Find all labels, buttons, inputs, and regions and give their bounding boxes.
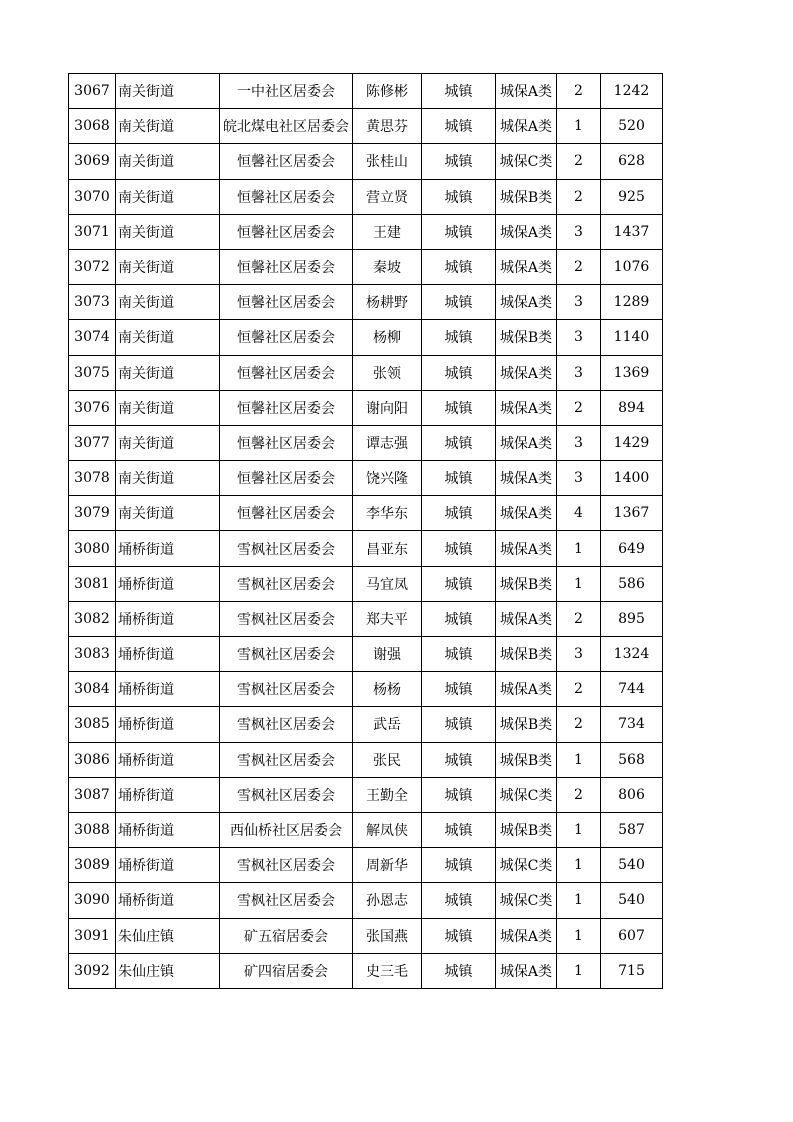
person-name-cell: 张国燕 — [353, 918, 422, 953]
committee-cell: 恒馨社区居委会 — [220, 285, 353, 320]
area-type-cell: 城镇 — [422, 918, 496, 953]
committee-cell: 恒馨社区居委会 — [220, 320, 353, 355]
amount-cell: 1437 — [601, 214, 663, 249]
household-count-cell: 2 — [557, 601, 601, 636]
committee-cell: 西仙桥社区居委会 — [220, 812, 353, 847]
record-id-cell: 3078 — [69, 461, 116, 496]
amount-cell: 806 — [601, 777, 663, 812]
table-row — [69, 883, 663, 918]
committee-cell: 恒馨社区居委会 — [220, 425, 353, 460]
amount-cell: 894 — [601, 390, 663, 425]
committee-cell: 雪枫社区居委会 — [220, 883, 353, 918]
insurance-category-cell: 城保C类 — [496, 883, 557, 918]
record-id-cell: 3070 — [69, 179, 116, 214]
street-cell: 埇桥街道 — [116, 742, 220, 777]
amount-cell: 1429 — [601, 425, 663, 460]
person-name-cell: 谢向阳 — [353, 390, 422, 425]
insurance-category-cell: 城保B类 — [496, 637, 557, 672]
person-name-cell: 昌亚东 — [353, 531, 422, 566]
table-row — [69, 74, 663, 109]
household-count-cell: 1 — [557, 848, 601, 883]
area-type-cell: 城镇 — [422, 390, 496, 425]
amount-cell: 1324 — [601, 637, 663, 672]
household-count-cell: 1 — [557, 742, 601, 777]
street-cell: 埇桥街道 — [116, 601, 220, 636]
insurance-category-cell: 城保C类 — [496, 777, 557, 812]
committee-cell: 恒馨社区居委会 — [220, 144, 353, 179]
record-id-cell: 3068 — [69, 109, 116, 144]
amount-cell: 715 — [601, 953, 663, 988]
amount-cell: 1369 — [601, 355, 663, 390]
amount-cell: 1076 — [601, 249, 663, 284]
committee-cell: 雪枫社区居委会 — [220, 672, 353, 707]
household-count-cell: 4 — [557, 496, 601, 531]
amount-cell: 568 — [601, 742, 663, 777]
record-id-cell: 3091 — [69, 918, 116, 953]
insurance-category-cell: 城保A类 — [496, 109, 557, 144]
household-count-cell: 3 — [557, 637, 601, 672]
household-count-cell: 1 — [557, 812, 601, 847]
committee-cell: 恒馨社区居委会 — [220, 355, 353, 390]
amount-cell: 1400 — [601, 461, 663, 496]
insurance-category-cell: 城保B类 — [496, 707, 557, 742]
household-count-cell: 2 — [557, 179, 601, 214]
committee-cell: 恒馨社区居委会 — [220, 390, 353, 425]
table-row — [69, 355, 663, 390]
table-row — [69, 601, 663, 636]
committee-cell: 雪枫社区居委会 — [220, 777, 353, 812]
committee-cell: 恒馨社区居委会 — [220, 214, 353, 249]
street-cell: 南关街道 — [116, 285, 220, 320]
street-cell: 南关街道 — [116, 355, 220, 390]
person-name-cell: 秦坡 — [353, 249, 422, 284]
amount-cell: 540 — [601, 848, 663, 883]
area-type-cell: 城镇 — [422, 531, 496, 566]
record-id-cell: 3090 — [69, 883, 116, 918]
area-type-cell: 城镇 — [422, 355, 496, 390]
household-count-cell: 3 — [557, 461, 601, 496]
record-id-cell: 3084 — [69, 672, 116, 707]
area-type-cell: 城镇 — [422, 883, 496, 918]
committee-cell: 雪枫社区居委会 — [220, 566, 353, 601]
street-cell: 埇桥街道 — [116, 707, 220, 742]
street-cell: 南关街道 — [116, 144, 220, 179]
record-id-cell: 3087 — [69, 777, 116, 812]
record-id-cell: 3086 — [69, 742, 116, 777]
street-cell: 南关街道 — [116, 214, 220, 249]
area-type-cell: 城镇 — [422, 425, 496, 460]
record-id-cell: 3072 — [69, 249, 116, 284]
household-count-cell: 3 — [557, 214, 601, 249]
amount-cell: 1289 — [601, 285, 663, 320]
area-type-cell: 城镇 — [422, 179, 496, 214]
household-count-cell: 3 — [557, 320, 601, 355]
amount-cell: 1242 — [601, 74, 663, 109]
area-type-cell: 城镇 — [422, 637, 496, 672]
area-type-cell: 城镇 — [422, 707, 496, 742]
insurance-category-cell: 城保A类 — [496, 918, 557, 953]
person-name-cell: 杨耕野 — [353, 285, 422, 320]
insurance-category-cell: 城保B类 — [496, 742, 557, 777]
street-cell: 埇桥街道 — [116, 812, 220, 847]
committee-cell: 恒馨社区居委会 — [220, 249, 353, 284]
record-id-cell: 3080 — [69, 531, 116, 566]
amount-cell: 649 — [601, 531, 663, 566]
amount-cell: 734 — [601, 707, 663, 742]
table-row — [69, 214, 663, 249]
insurance-category-cell: 城保A类 — [496, 531, 557, 566]
household-count-cell: 2 — [557, 707, 601, 742]
committee-cell: 雪枫社区居委会 — [220, 742, 353, 777]
committee-cell: 恒馨社区居委会 — [220, 461, 353, 496]
table-row — [69, 777, 663, 812]
insurance-category-cell: 城保B类 — [496, 812, 557, 847]
table-row — [69, 742, 663, 777]
insurance-category-cell: 城保A类 — [496, 249, 557, 284]
area-type-cell: 城镇 — [422, 601, 496, 636]
record-id-cell: 3079 — [69, 496, 116, 531]
table-row — [69, 390, 663, 425]
table-row — [69, 249, 663, 284]
area-type-cell: 城镇 — [422, 672, 496, 707]
records-table-body — [69, 74, 663, 989]
household-count-cell: 2 — [557, 390, 601, 425]
record-id-cell: 3089 — [69, 848, 116, 883]
household-count-cell: 1 — [557, 953, 601, 988]
record-id-cell: 3073 — [69, 285, 116, 320]
table-row — [69, 812, 663, 847]
person-name-cell: 张桂山 — [353, 144, 422, 179]
table-row — [69, 848, 663, 883]
household-count-cell: 3 — [557, 355, 601, 390]
street-cell: 朱仙庄镇 — [116, 953, 220, 988]
area-type-cell: 城镇 — [422, 214, 496, 249]
area-type-cell: 城镇 — [422, 777, 496, 812]
street-cell: 南关街道 — [116, 496, 220, 531]
amount-cell: 895 — [601, 601, 663, 636]
person-name-cell: 解凤侠 — [353, 812, 422, 847]
person-name-cell: 谢强 — [353, 637, 422, 672]
street-cell: 南关街道 — [116, 109, 220, 144]
street-cell: 埇桥街道 — [116, 883, 220, 918]
amount-cell: 607 — [601, 918, 663, 953]
area-type-cell: 城镇 — [422, 144, 496, 179]
person-name-cell: 马宜凤 — [353, 566, 422, 601]
table-row — [69, 179, 663, 214]
person-name-cell: 黄思芬 — [353, 109, 422, 144]
street-cell: 埇桥街道 — [116, 848, 220, 883]
street-cell: 埇桥街道 — [116, 777, 220, 812]
household-count-cell: 1 — [557, 566, 601, 601]
area-type-cell: 城镇 — [422, 812, 496, 847]
person-name-cell: 杨柳 — [353, 320, 422, 355]
insurance-category-cell: 城保A类 — [496, 953, 557, 988]
record-id-cell: 3069 — [69, 144, 116, 179]
table-row — [69, 461, 663, 496]
table-row — [69, 707, 663, 742]
insurance-category-cell: 城保C类 — [496, 848, 557, 883]
record-id-cell: 3085 — [69, 707, 116, 742]
household-count-cell: 1 — [557, 109, 601, 144]
person-name-cell: 武岳 — [353, 707, 422, 742]
records-table — [68, 73, 663, 989]
street-cell: 南关街道 — [116, 461, 220, 496]
insurance-category-cell: 城保A类 — [496, 461, 557, 496]
street-cell: 南关街道 — [116, 425, 220, 460]
street-cell: 南关街道 — [116, 179, 220, 214]
record-id-cell: 3088 — [69, 812, 116, 847]
street-cell: 南关街道 — [116, 74, 220, 109]
insurance-category-cell: 城保A类 — [496, 425, 557, 460]
person-name-cell: 郑夫平 — [353, 601, 422, 636]
household-count-cell: 2 — [557, 74, 601, 109]
table-row — [69, 531, 663, 566]
committee-cell: 矿四宿居委会 — [220, 953, 353, 988]
committee-cell: 雪枫社区居委会 — [220, 848, 353, 883]
person-name-cell: 孙恩志 — [353, 883, 422, 918]
area-type-cell: 城镇 — [422, 109, 496, 144]
record-id-cell: 3067 — [69, 74, 116, 109]
area-type-cell: 城镇 — [422, 249, 496, 284]
street-cell: 朱仙庄镇 — [116, 918, 220, 953]
street-cell: 埇桥街道 — [116, 637, 220, 672]
insurance-category-cell: 城保A类 — [496, 355, 557, 390]
area-type-cell: 城镇 — [422, 848, 496, 883]
amount-cell: 1367 — [601, 496, 663, 531]
table-row — [69, 320, 663, 355]
record-id-cell: 3076 — [69, 390, 116, 425]
record-id-cell: 3077 — [69, 425, 116, 460]
household-count-cell: 2 — [557, 249, 601, 284]
household-count-cell: 1 — [557, 883, 601, 918]
area-type-cell: 城镇 — [422, 74, 496, 109]
record-id-cell: 3082 — [69, 601, 116, 636]
committee-cell: 矿五宿居委会 — [220, 918, 353, 953]
area-type-cell: 城镇 — [422, 496, 496, 531]
household-count-cell: 2 — [557, 672, 601, 707]
insurance-category-cell: 城保A类 — [496, 672, 557, 707]
insurance-category-cell: 城保A类 — [496, 74, 557, 109]
amount-cell: 520 — [601, 109, 663, 144]
person-name-cell: 杨杨 — [353, 672, 422, 707]
table-row — [69, 637, 663, 672]
committee-cell: 一中社区居委会 — [220, 74, 353, 109]
amount-cell: 1140 — [601, 320, 663, 355]
street-cell: 南关街道 — [116, 249, 220, 284]
area-type-cell: 城镇 — [422, 953, 496, 988]
amount-cell: 744 — [601, 672, 663, 707]
person-name-cell: 饶兴隆 — [353, 461, 422, 496]
amount-cell: 628 — [601, 144, 663, 179]
amount-cell: 586 — [601, 566, 663, 601]
person-name-cell: 陈修彬 — [353, 74, 422, 109]
record-id-cell: 3074 — [69, 320, 116, 355]
household-count-cell: 2 — [557, 777, 601, 812]
insurance-category-cell: 城保A类 — [496, 214, 557, 249]
person-name-cell: 张领 — [353, 355, 422, 390]
table-row — [69, 496, 663, 531]
insurance-category-cell: 城保A类 — [496, 390, 557, 425]
table-row — [69, 425, 663, 460]
household-count-cell: 1 — [557, 531, 601, 566]
insurance-category-cell: 城保A类 — [496, 496, 557, 531]
area-type-cell: 城镇 — [422, 566, 496, 601]
area-type-cell: 城镇 — [422, 285, 496, 320]
record-id-cell: 3081 — [69, 566, 116, 601]
table-row — [69, 672, 663, 707]
insurance-category-cell: 城保B类 — [496, 320, 557, 355]
record-id-cell: 3092 — [69, 953, 116, 988]
household-count-cell: 2 — [557, 144, 601, 179]
committee-cell: 皖北煤电社区居委会 — [220, 109, 353, 144]
insurance-category-cell: 城保A类 — [496, 285, 557, 320]
table-row — [69, 918, 663, 953]
area-type-cell: 城镇 — [422, 461, 496, 496]
record-id-cell: 3083 — [69, 637, 116, 672]
person-name-cell: 营立贤 — [353, 179, 422, 214]
street-cell: 埇桥街道 — [116, 672, 220, 707]
committee-cell: 雪枫社区居委会 — [220, 637, 353, 672]
household-count-cell: 3 — [557, 285, 601, 320]
amount-cell: 540 — [601, 883, 663, 918]
record-id-cell: 3075 — [69, 355, 116, 390]
insurance-category-cell: 城保C类 — [496, 144, 557, 179]
table-row — [69, 285, 663, 320]
committee-cell: 雪枫社区居委会 — [220, 531, 353, 566]
table-row — [69, 109, 663, 144]
insurance-category-cell: 城保A类 — [496, 601, 557, 636]
person-name-cell: 王建 — [353, 214, 422, 249]
record-id-cell: 3071 — [69, 214, 116, 249]
area-type-cell: 城镇 — [422, 320, 496, 355]
committee-cell: 雪枫社区居委会 — [220, 707, 353, 742]
street-cell: 南关街道 — [116, 320, 220, 355]
person-name-cell: 王勤全 — [353, 777, 422, 812]
area-type-cell: 城镇 — [422, 742, 496, 777]
person-name-cell: 谭志强 — [353, 425, 422, 460]
table-row — [69, 144, 663, 179]
household-count-cell: 1 — [557, 918, 601, 953]
table-row — [69, 566, 663, 601]
committee-cell: 雪枫社区居委会 — [220, 601, 353, 636]
committee-cell: 恒馨社区居委会 — [220, 179, 353, 214]
person-name-cell: 周新华 — [353, 848, 422, 883]
household-count-cell: 3 — [557, 425, 601, 460]
table-row — [69, 953, 663, 988]
person-name-cell: 张民 — [353, 742, 422, 777]
amount-cell: 587 — [601, 812, 663, 847]
insurance-category-cell: 城保B类 — [496, 566, 557, 601]
street-cell: 南关街道 — [116, 390, 220, 425]
person-name-cell: 李华东 — [353, 496, 422, 531]
insurance-category-cell: 城保B类 — [496, 179, 557, 214]
amount-cell: 925 — [601, 179, 663, 214]
street-cell: 埇桥街道 — [116, 531, 220, 566]
person-name-cell: 史三毛 — [353, 953, 422, 988]
committee-cell: 恒馨社区居委会 — [220, 496, 353, 531]
street-cell: 埇桥街道 — [116, 566, 220, 601]
